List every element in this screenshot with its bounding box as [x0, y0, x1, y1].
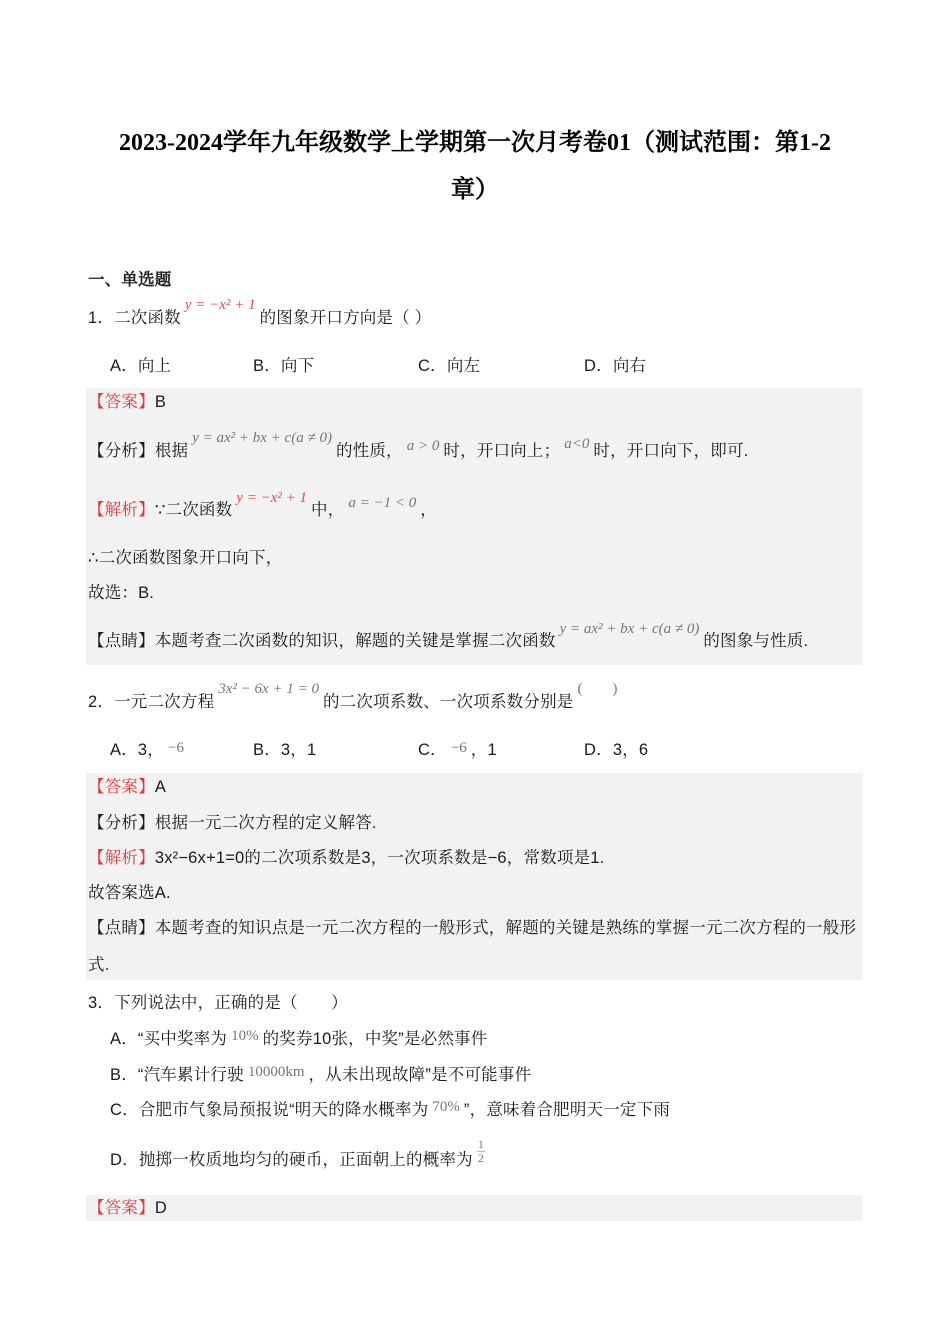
question-3-solution-box: [86, 1195, 863, 1221]
option-formula: −6: [450, 740, 467, 756]
option-text: ”，意味着合肥明天一定下雨: [463, 1101, 671, 1119]
option-text: B．“汽车累计行驶: [110, 1066, 244, 1084]
fraction-denominator: 2: [477, 1151, 484, 1165]
question-2-analysis: [88, 811, 377, 835]
option-text: C．: [418, 741, 447, 759]
question-3-answer: [88, 1196, 167, 1220]
answer-label: 【答案】: [88, 1199, 155, 1217]
question-2-stem-tail: 的二次项系数、一次项系数分别是: [322, 693, 574, 711]
comment-text: 本题考查的知识点是一元二次方程的一般形式，解题的关键是熟练的掌握一元二次方程的一般形式.: [88, 919, 857, 974]
explanation-formula-coefficient: a = −1 < 0: [348, 495, 417, 511]
fraction-numerator: 1: [477, 1137, 484, 1151]
question-2-option-d: D．3，6: [584, 741, 649, 759]
section-heading: 一、单选题: [88, 271, 172, 289]
comment-text: 本题考查二次函数的知识，解题的关键是掌握二次函数: [154, 632, 556, 650]
explanation-text: ，: [420, 501, 437, 519]
question-1-comment: [88, 621, 809, 653]
option-text: 的奖券10张，中奖”是必然事件: [262, 1030, 488, 1048]
analysis-formula-a-negative: a<0: [564, 436, 590, 452]
question-2-explanation: [88, 846, 604, 870]
question-1-stem-lead: 1．二次函数: [88, 309, 181, 327]
question-2-formula: 3x² − 6x + 1 = 0: [218, 681, 319, 697]
option-text: ，1: [470, 741, 497, 759]
answer-label: 【答案】: [88, 393, 155, 411]
question-1-explanation: [88, 490, 437, 522]
question-1-answer: [88, 390, 166, 414]
question-1-analysis: [88, 430, 749, 463]
question-3-option-a: [110, 1027, 487, 1051]
question-3-option-d: [110, 1137, 485, 1172]
page-title-line-2: 章）: [451, 177, 499, 203]
question-1-option-c: C．向左: [418, 357, 481, 375]
question-2-answer: [88, 775, 166, 799]
question-2-option-c: [418, 738, 497, 762]
answer-label: 【答案】: [88, 778, 155, 796]
answer-value: A: [154, 778, 167, 796]
explanation-text: 中，: [311, 501, 345, 519]
comment-label: 【点睛】: [88, 919, 155, 937]
answer-value: D: [154, 1199, 167, 1217]
question-3-option-c: [110, 1098, 670, 1122]
analysis-text: 时，开口向下，即可.: [593, 442, 749, 460]
question-1-option-a: A．向上: [110, 357, 172, 375]
analysis-text: 的性质，: [335, 442, 403, 460]
explanation-label: 【解析】: [88, 501, 155, 519]
option-text: A．“买中奖率为: [110, 1030, 228, 1048]
question-1-stem-tail: 的图象开口方向是（ ）: [259, 309, 432, 327]
question-1-option-d: D．向右: [584, 357, 647, 375]
option-text: C．合肥市气象局预报说“明天的降水概率为: [110, 1101, 429, 1119]
question-2-explanation-line-2: 故答案选A.: [88, 884, 171, 902]
analysis-label: 【分析】: [88, 814, 155, 832]
analysis-label: 【分析】: [88, 442, 155, 460]
option-text: ，从未出现故障”是不可能事件: [308, 1066, 532, 1084]
option-formula: −6: [167, 740, 184, 756]
comment-formula: y = ax² + bx + c(a ≠ 0): [559, 621, 700, 637]
analysis-text: 时，开口向上；: [443, 442, 561, 460]
fraction-one-half: [477, 1138, 485, 1165]
analysis-formula-a-positive: a > 0: [406, 438, 440, 454]
option-text: D．抛掷一枚质地均匀的硬币，正面朝上的概率为: [110, 1151, 473, 1169]
option-formula: 10%: [231, 1028, 259, 1044]
question-2-stem: [88, 681, 621, 714]
question-1-explanation-line-2: ∴二次函数图象开口向下，: [88, 549, 283, 567]
question-3-stem: 3．下列说法中，正确的是（ ）: [88, 994, 348, 1012]
question-2-option-b: B．3，1: [253, 741, 317, 759]
comment-label: 【点睛】: [88, 632, 155, 650]
answer-value: B: [154, 393, 167, 411]
question-3-option-b: [110, 1063, 531, 1087]
page-title-line-1: 2023-2024学年九年级数学上学期第一次月考卷01（测试范围：第1-2: [119, 130, 831, 156]
option-formula: 70%: [432, 1099, 460, 1115]
question-2-comment: [88, 910, 863, 984]
analysis-text: 根据: [154, 442, 189, 460]
question-1-stem: [88, 297, 432, 330]
question-1-option-b: B．向下: [253, 357, 315, 375]
comment-text: 的图象与性质.: [703, 632, 809, 650]
explanation-formula-function: y = −x² + 1: [236, 490, 307, 506]
option-text: A．3，: [110, 741, 164, 759]
explanation-label: 【解析】: [88, 849, 155, 867]
question-2-stem-lead: 2．一元二次方程: [88, 693, 215, 711]
analysis-text: 根据一元二次方程的定义解答.: [154, 814, 377, 832]
question-1-explanation-line-3: 故选：B.: [88, 584, 155, 602]
question-2-answer-blank: ( ): [577, 681, 618, 697]
question-1-formula: y = −x² + 1: [184, 297, 256, 313]
explanation-text: 3x²−6x+1=0的二次项系数是3，一次项系数是−6，常数项是1.: [154, 849, 605, 867]
option-formula: 10000km: [247, 1064, 305, 1080]
question-2-option-a: [110, 738, 188, 762]
analysis-formula-general: y = ax² + bx + c(a ≠ 0): [192, 430, 332, 446]
explanation-text: ∵二次函数: [154, 501, 233, 519]
